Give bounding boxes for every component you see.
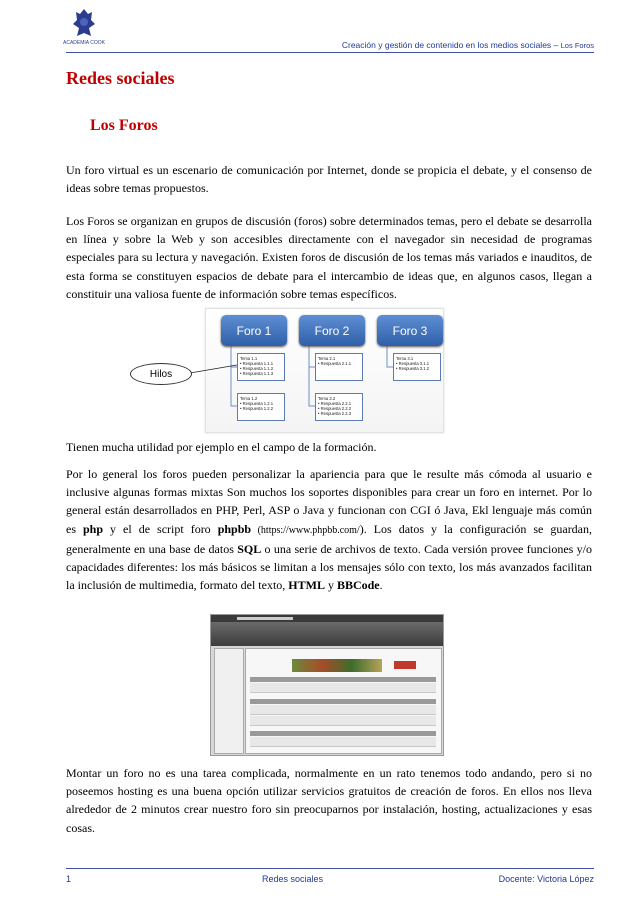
threads-callout: Hilos	[130, 363, 192, 385]
browser-bar	[211, 615, 443, 622]
bold-sql: SQL	[237, 541, 262, 556]
forum-diagram	[205, 308, 444, 433]
forum-header-image	[292, 659, 382, 672]
text-span: ). Los datos y la configuración se guardan, generalmente en una base de datos	[66, 521, 593, 556]
header-rule	[66, 52, 594, 53]
running-header	[342, 40, 594, 50]
forum-box-1: Foro 1	[221, 315, 287, 346]
topic-title: Tema 2.1	[318, 356, 336, 361]
paragraph-hosting: Montar un foro no es una tarea complicada, normalmente en un rato tenemos todo andando, pero si no poseemos hosting es una buena opción utilizar servicios gratuitos de creación de foros. En ellos nos lleva alrededor de 2 minutos crear nuestro foro sin preocuparnos por instalación, hosting, actualizaciones y esas cosas.	[66, 766, 592, 835]
text-span: y el de script foro	[103, 521, 218, 536]
paragraph-organization: Los Foros se organizan en grupos de discusión (foros) sobre determinados temas, pero el debate se desarrolla en línea y sobre la Web y son accesibles directamente con el navegador sin necesidad de programas especiales para su lectura y navegación. Existen foros de discusión de los temas más variados e inauditos, de esta forma se constituyen espacios de debate para el intercambio de ideas que, en algunos casos, llegan a constituir una valiosa fuente de información sobre temas específicos.	[66, 214, 592, 301]
topic-box	[237, 353, 285, 381]
academy-logo	[62, 6, 106, 52]
bold-html: HTML	[288, 578, 325, 593]
forum-row	[250, 683, 436, 693]
forum-box-2: Foro 2	[299, 315, 365, 346]
forum-screenshot	[210, 614, 444, 756]
forum-row	[250, 737, 436, 747]
topic-reply: • Respuesta 2.2.1	[318, 401, 352, 406]
header-title: Creación y gestión de contenido en los medios sociales –	[341, 40, 561, 50]
forum-row-header	[250, 699, 436, 704]
topic-reply: • Respuesta 2.2.2	[318, 406, 352, 411]
topic-reply: • Respuesta 3.1.1	[396, 361, 430, 366]
topic-box	[393, 353, 441, 381]
bold-php: php	[83, 521, 104, 536]
topic-reply: • Respuesta 1.1.2	[240, 366, 274, 371]
paragraph-intro: Un foro virtual es un escenario de comunicación por Internet, donde se propicia el debate, y el consenso de ideas sobre temas propuestos.	[66, 163, 592, 196]
page-number: 1	[66, 874, 72, 884]
section-title: Los Foros	[90, 117, 158, 134]
browser-url-bar	[237, 617, 293, 620]
forum-banner	[211, 622, 443, 646]
text-span: o una serie de archivos de texto. Cada versión provee funciones y/o capacidades diferentes: los más básicos se limitan a los mensajes sólo con texto, los más avanzados facilitan la inclusión de multimedia, formato del texto,	[66, 541, 592, 593]
text-span: Por lo general los foros pueden personalizar la apariencia para que le resulte más cómoda al usuario e inclusive algunas formas mixtas Son muchos los soportes disponibles para crear un foro en internet. Por lo general están desarrollados en PHP, Perl, ASP o Java y funcionan con CGI ó Java, Ekl lenguaje más común es	[66, 467, 592, 536]
topic-reply: • Respuesta 3.1.2	[396, 366, 430, 371]
forum-sidebar	[214, 648, 244, 754]
phpbb-url: (https://www.phpbb.com/	[251, 524, 360, 536]
forum-row-header	[250, 731, 436, 736]
topic-box	[315, 353, 363, 381]
forum-row	[250, 705, 436, 715]
page-title: Redes sociales	[66, 68, 175, 88]
topic-box	[315, 393, 363, 421]
paragraph-software	[66, 465, 592, 594]
topic-reply: • Respuesta 2.2.3	[318, 411, 352, 416]
forum-box-3: Foro 3	[377, 315, 443, 346]
paragraph-utility: Tienen mucha utilidad por ejemplo en el campo de la formación.	[66, 440, 377, 454]
topic-reply: • Respuesta 2.1.1	[318, 361, 352, 366]
topic-reply: • Respuesta 1.1.3	[240, 371, 274, 376]
topic-title: Tema 1.1	[240, 356, 258, 361]
footer-center: Redes sociales	[262, 874, 324, 884]
text-span: y	[324, 578, 337, 593]
topic-reply: • Respuesta 1.2.1	[240, 401, 274, 406]
forum-row	[250, 716, 436, 726]
forum-content	[245, 648, 442, 754]
topic-title: Tema 2.2	[318, 396, 336, 401]
logo-text: ACADEMIA COOK	[63, 40, 105, 46]
forum-row-header	[250, 677, 436, 682]
forum-red-button	[394, 661, 416, 669]
text-span: .	[379, 578, 383, 593]
topic-reply: • Respuesta 1.1.1	[240, 361, 274, 366]
footer-teacher: Docente: Victoria López	[498, 874, 594, 884]
topic-box	[237, 393, 285, 421]
topic-title: Tema 3.1	[396, 356, 414, 361]
bold-bbcode: BBCode	[336, 578, 380, 593]
topic-reply: • Respuesta 1.2.2	[240, 406, 274, 411]
footer-rule	[66, 868, 594, 869]
bold-phpbb: phpbb	[217, 521, 252, 536]
topic-title: Tema 1.2	[240, 396, 258, 401]
header-section: Los Foros	[560, 41, 594, 50]
